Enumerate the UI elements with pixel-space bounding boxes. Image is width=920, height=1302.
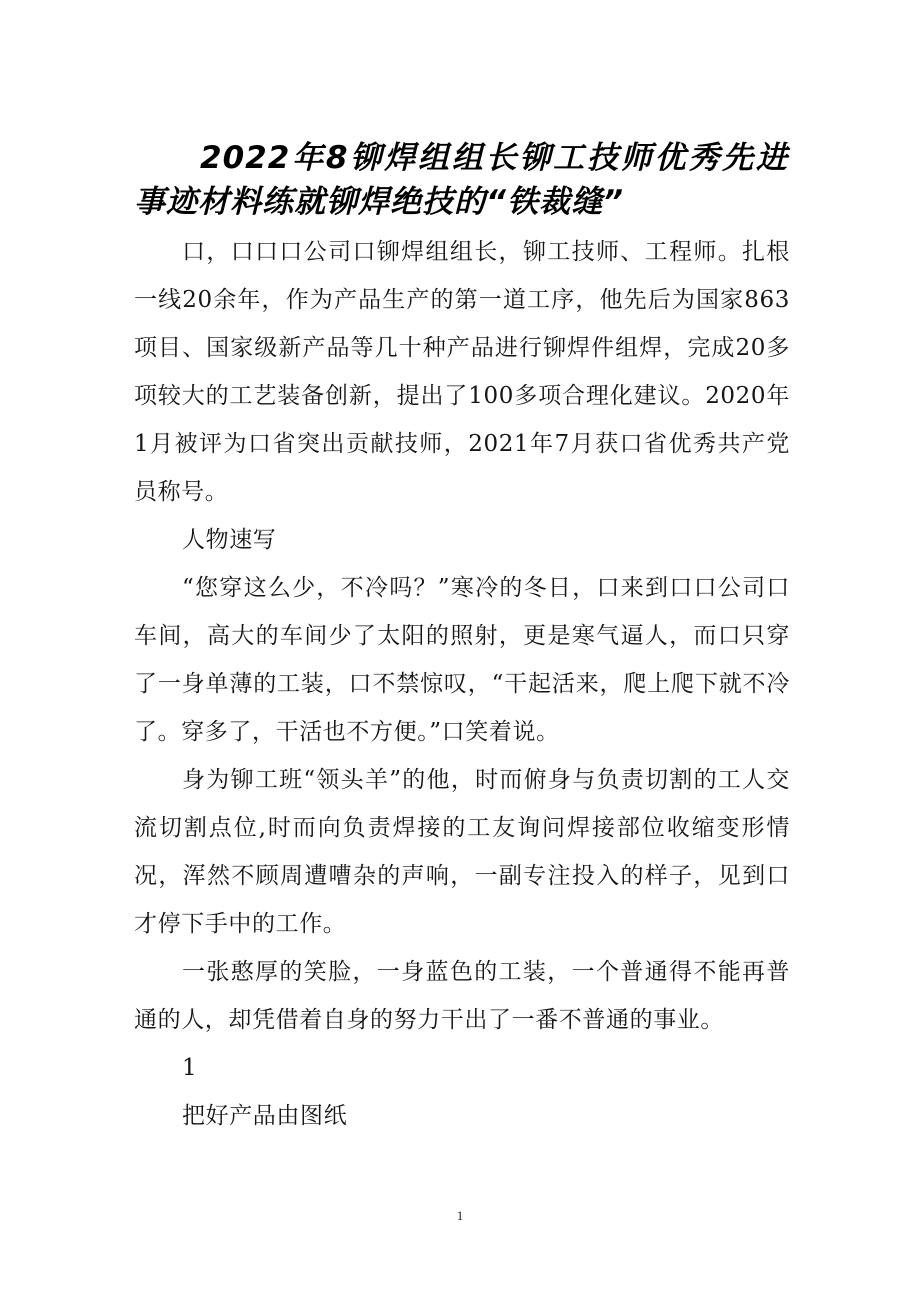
section-heading-sketch: 人物速写	[182, 527, 277, 553]
intro-paragraph: 口，口口口公司口铆焊组组长，铆工技师、工程师。扎根一线20余年，作为产品生产的第一道工序，他先后为国家863项目、国家级新产品等几十种产品进行铆焊件组焊，完成20多项较大的工艺装备创新，提出了100多项合理化建议。2020年1月被评为口省突出贡献技师，2021年7月获口省优秀共产党员称号。	[134, 239, 790, 505]
section-heading-drawings: 把好产品由图纸	[182, 1103, 348, 1129]
paragraph-ordinary-person: 一张憨厚的笑脸，一身蓝色的工装，一个普通得不能再普通的人，却凭借着自身的努力干出了一番不普通的事业。	[134, 959, 790, 1033]
section-number: 1	[182, 1055, 198, 1081]
paragraph-winter-workshop: “您穿这么少，不冷吗？”寒冷的冬日，口来到口口公司口车间，高大的车间少了太阳的照射，更是寒气逼人，而口只穿了一身单薄的工装，口不禁惊叹，“干起活来，爬上爬下就不冷了。穿多了，干活也不方便。”口笑着说。	[134, 575, 790, 745]
document-body	[134, 228, 790, 1140]
page-number: 1	[456, 1208, 464, 1223]
document-title: 2022年8铆焊组组长铆工技师优秀先进事迹材料练就铆焊绝技的“铁裁缝”	[134, 140, 788, 220]
paragraph-team-leader: 身为铆工班“领头羊”的他，时而俯身与负责切割的工人交流切割点位,时而向负责焊接的工友询问焊接部位收缩变形情况，浑然不顾周遭嘈杂的声响，一副专注投入的样子，见到口才停下手中的工作。	[134, 767, 790, 937]
